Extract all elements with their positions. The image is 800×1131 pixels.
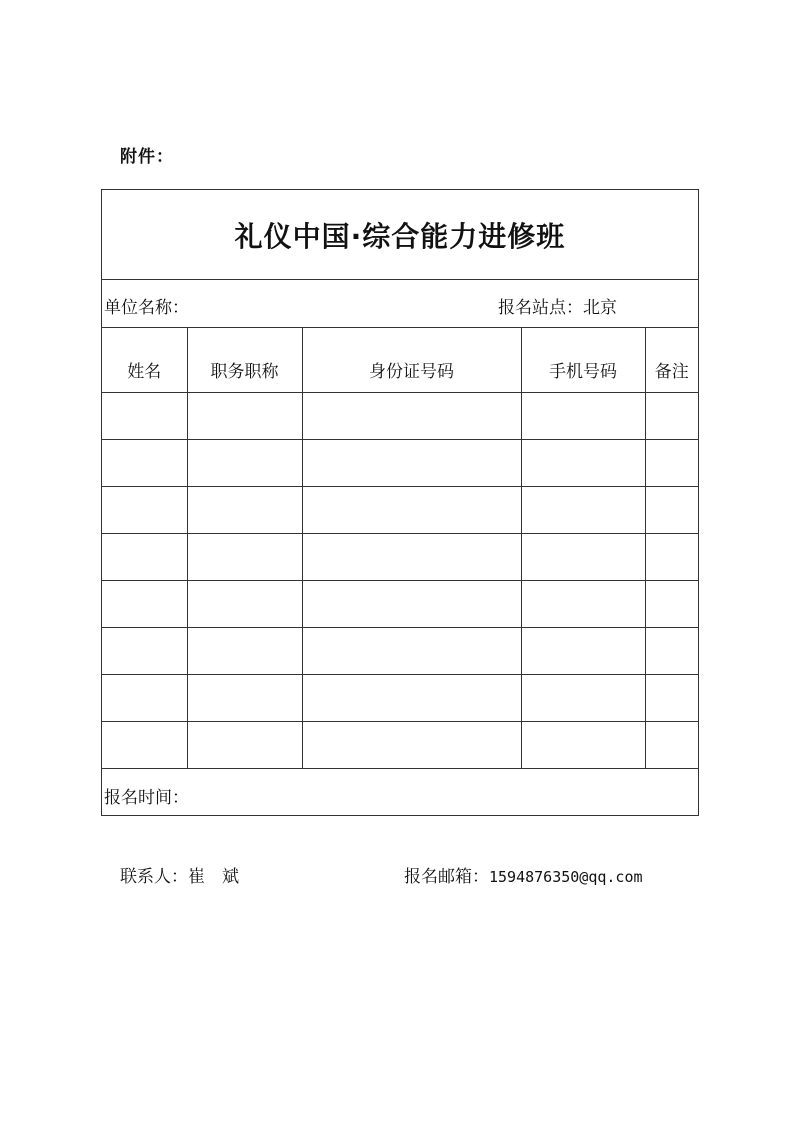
table-row <box>102 674 698 721</box>
table-header-row <box>102 328 698 392</box>
contact-name: 崔 斌 <box>188 867 239 887</box>
id-number-cell[interactable] <box>302 721 521 768</box>
table-body <box>102 392 698 768</box>
name-cell[interactable] <box>102 721 187 768</box>
phone-cell[interactable] <box>521 580 645 627</box>
name-cell[interactable] <box>102 627 187 674</box>
registration-site-label: 报名站点：北京 <box>498 298 617 318</box>
name-cell[interactable] <box>102 486 187 533</box>
table-row <box>102 627 698 674</box>
id-number-cell[interactable] <box>302 627 521 674</box>
phone-cell[interactable] <box>521 486 645 533</box>
remarks-cell[interactable] <box>645 486 698 533</box>
name-cell[interactable] <box>102 580 187 627</box>
remarks-cell[interactable] <box>645 580 698 627</box>
column-header-name: 姓名 <box>102 328 187 392</box>
id-number-cell[interactable] <box>302 486 521 533</box>
table-row <box>102 580 698 627</box>
remarks-cell[interactable] <box>645 721 698 768</box>
column-header-id-number: 身份证号码 <box>302 328 521 392</box>
phone-cell[interactable] <box>521 627 645 674</box>
column-header-position: 职务职称 <box>187 328 302 392</box>
column-header-remarks: 备注 <box>645 328 698 392</box>
phone-cell[interactable] <box>521 439 645 486</box>
registration-time-row <box>102 769 698 815</box>
remarks-cell[interactable] <box>645 674 698 721</box>
meta-row <box>102 280 698 328</box>
table-row <box>102 533 698 580</box>
registration-email <box>404 862 643 887</box>
phone-cell[interactable] <box>521 533 645 580</box>
table-row <box>102 486 698 533</box>
name-cell[interactable] <box>102 392 187 439</box>
id-number-cell[interactable] <box>302 580 521 627</box>
name-cell[interactable] <box>102 439 187 486</box>
phone-cell[interactable] <box>521 392 645 439</box>
table-row <box>102 392 698 439</box>
position-cell[interactable] <box>187 392 302 439</box>
remarks-cell[interactable] <box>645 533 698 580</box>
registration-time-label: 报名时间： <box>104 787 189 808</box>
id-number-cell[interactable] <box>302 533 521 580</box>
phone-cell[interactable] <box>521 674 645 721</box>
table-row <box>102 721 698 768</box>
unit-name-label: 单位名称： <box>104 298 189 318</box>
registration-form <box>101 189 699 816</box>
remarks-cell[interactable] <box>645 439 698 486</box>
position-cell[interactable] <box>187 627 302 674</box>
column-header-phone: 手机号码 <box>521 328 645 392</box>
attachment-label: 附件： <box>120 147 174 167</box>
registration-table <box>102 328 698 769</box>
position-cell[interactable] <box>187 533 302 580</box>
name-cell[interactable] <box>102 533 187 580</box>
email-address: 1594876350@qq.com <box>489 868 643 886</box>
position-cell[interactable] <box>187 721 302 768</box>
contact-person <box>120 862 239 887</box>
id-number-cell[interactable] <box>302 674 521 721</box>
id-number-cell[interactable] <box>302 439 521 486</box>
position-cell[interactable] <box>187 486 302 533</box>
form-title: 礼仪中国·综合能力进修班 <box>102 190 698 280</box>
position-cell[interactable] <box>187 674 302 721</box>
remarks-cell[interactable] <box>645 627 698 674</box>
contact-label: 联系人： <box>120 867 188 887</box>
name-cell[interactable] <box>102 674 187 721</box>
remarks-cell[interactable] <box>645 392 698 439</box>
id-number-cell[interactable] <box>302 392 521 439</box>
position-cell[interactable] <box>187 439 302 486</box>
table-row <box>102 439 698 486</box>
position-cell[interactable] <box>187 580 302 627</box>
phone-cell[interactable] <box>521 721 645 768</box>
email-label: 报名邮箱： <box>404 867 489 887</box>
